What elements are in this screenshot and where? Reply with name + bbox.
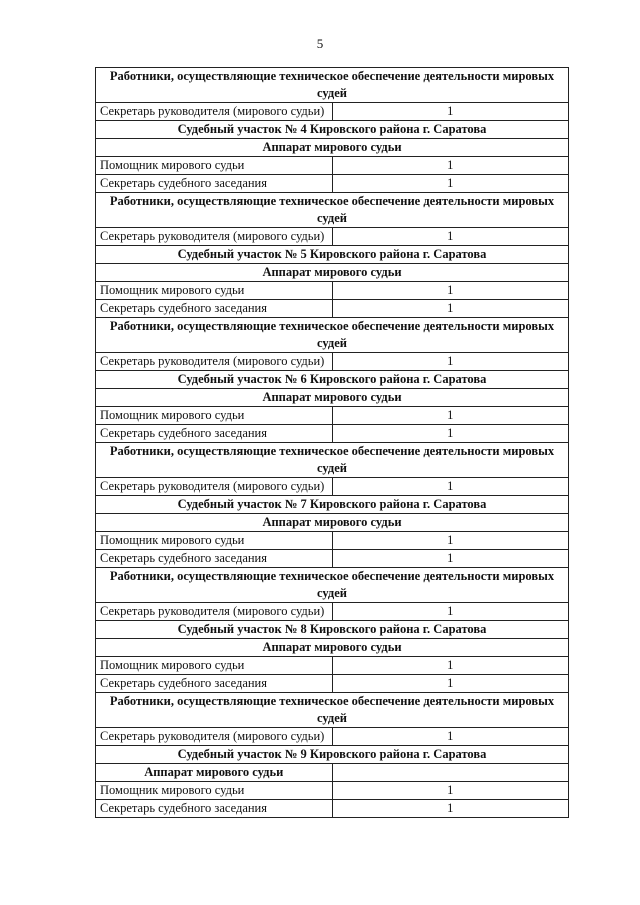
position-name: Секретарь руководителя (мирового судьи) xyxy=(96,228,333,246)
section-heading-row xyxy=(96,193,569,228)
position-count: 1 xyxy=(332,657,569,675)
position-count: 1 xyxy=(332,603,569,621)
position-count: 1 xyxy=(332,157,569,175)
section-heading: Работники, осуществляющие техническое обеспечение деятельности мировых судей xyxy=(96,193,569,228)
position-count: 1 xyxy=(332,228,569,246)
table-row xyxy=(96,478,569,496)
staff-table-body xyxy=(96,68,569,818)
position-name: Секретарь судебного заседания xyxy=(96,425,333,443)
section-heading-row xyxy=(96,496,569,514)
section-heading-row xyxy=(96,389,569,407)
section-heading-row xyxy=(96,568,569,603)
position-name: Помощник мирового судьи xyxy=(96,532,333,550)
section-heading: Аппарат мирового судьи xyxy=(96,514,569,532)
position-name: Секретарь руководителя (мирового судьи) xyxy=(96,103,333,121)
section-heading-row xyxy=(96,68,569,103)
position-name: Секретарь руководителя (мирового судьи) xyxy=(96,603,333,621)
section-heading: Судебный участок № 4 Кировского района г. Саратова xyxy=(96,121,569,139)
table-row xyxy=(96,103,569,121)
position-count: 1 xyxy=(332,675,569,693)
staff-table xyxy=(95,67,569,818)
position-name: Секретарь руководителя (мирового судьи) xyxy=(96,353,333,371)
table-row xyxy=(96,532,569,550)
section-heading-row xyxy=(96,693,569,728)
section-heading-row xyxy=(96,621,569,639)
section-heading: Судебный участок № 7 Кировского района г. Саратова xyxy=(96,496,569,514)
section-heading-row xyxy=(96,639,569,657)
position-name: Помощник мирового судьи xyxy=(96,657,333,675)
position-count: 1 xyxy=(332,550,569,568)
section-heading: Аппарат мирового судьи xyxy=(96,139,569,157)
section-heading: Аппарат мирового судьи xyxy=(96,639,569,657)
position-name: Помощник мирового судьи xyxy=(96,407,333,425)
position-name: Секретарь судебного заседания xyxy=(96,175,333,193)
section-heading: Работники, осуществляющие техническое обеспечение деятельности мировых судей xyxy=(96,318,569,353)
table-row xyxy=(96,550,569,568)
position-count: 1 xyxy=(332,300,569,318)
position-count: 1 xyxy=(332,407,569,425)
section-heading-row xyxy=(96,443,569,478)
section-heading-row xyxy=(96,371,569,389)
position-count: 1 xyxy=(332,425,569,443)
position-count: 1 xyxy=(332,103,569,121)
section-heading: Судебный участок № 5 Кировского района г. Саратова xyxy=(96,246,569,264)
position-name: Помощник мирового судьи xyxy=(96,782,333,800)
section-heading: Судебный участок № 6 Кировского района г. Саратова xyxy=(96,371,569,389)
section-heading: Работники, осуществляющие техническое обеспечение деятельности мировых судей xyxy=(96,68,569,103)
section-heading-row xyxy=(96,121,569,139)
position-count: 1 xyxy=(332,175,569,193)
table-row xyxy=(96,675,569,693)
position-count: 1 xyxy=(332,532,569,550)
position-count xyxy=(332,764,569,782)
section-heading: Работники, осуществляющие техническое обеспечение деятельности мировых судей xyxy=(96,693,569,728)
section-heading: Аппарат мирового судьи xyxy=(96,389,569,407)
section-heading: Судебный участок № 9 Кировского района г. Саратова xyxy=(96,746,569,764)
table-row xyxy=(96,300,569,318)
section-heading-row xyxy=(96,246,569,264)
section-heading-row xyxy=(96,318,569,353)
table-row xyxy=(96,657,569,675)
table-row xyxy=(96,353,569,371)
position-name: Секретарь судебного заседания xyxy=(96,300,333,318)
table-row xyxy=(96,157,569,175)
table-row xyxy=(96,282,569,300)
table-row xyxy=(96,728,569,746)
position-count: 1 xyxy=(332,728,569,746)
position-name: Секретарь руководителя (мирового судьи) xyxy=(96,728,333,746)
section-heading-row xyxy=(96,514,569,532)
position-name: Секретарь судебного заседания xyxy=(96,675,333,693)
section-heading: Аппарат мирового судьи xyxy=(96,764,333,782)
position-count: 1 xyxy=(332,282,569,300)
table-row xyxy=(96,175,569,193)
position-name: Секретарь судебного заседания xyxy=(96,800,333,818)
page-number: 5 xyxy=(316,36,324,51)
section-heading: Судебный участок № 8 Кировского района г. Саратова xyxy=(96,621,569,639)
section-heading-row xyxy=(96,746,569,764)
section-heading: Работники, осуществляющие техническое обеспечение деятельности мировых судей xyxy=(96,568,569,603)
table-row xyxy=(96,800,569,818)
table-row xyxy=(96,782,569,800)
section-heading: Аппарат мирового судьи xyxy=(96,264,569,282)
section-heading-row xyxy=(96,139,569,157)
position-count: 1 xyxy=(332,782,569,800)
section-heading-row xyxy=(96,264,569,282)
position-name: Секретарь судебного заседания xyxy=(96,550,333,568)
table-row xyxy=(96,228,569,246)
table-row xyxy=(96,407,569,425)
position-name: Помощник мирового судьи xyxy=(96,282,333,300)
position-count: 1 xyxy=(332,353,569,371)
table-row xyxy=(96,603,569,621)
table-row xyxy=(96,425,569,443)
position-count: 1 xyxy=(332,478,569,496)
position-name: Помощник мирового судьи xyxy=(96,157,333,175)
position-count: 1 xyxy=(332,800,569,818)
position-name: Секретарь руководителя (мирового судьи) xyxy=(96,478,333,496)
section-heading-row xyxy=(96,764,569,782)
section-heading: Работники, осуществляющие техническое обеспечение деятельности мировых судей xyxy=(96,443,569,478)
